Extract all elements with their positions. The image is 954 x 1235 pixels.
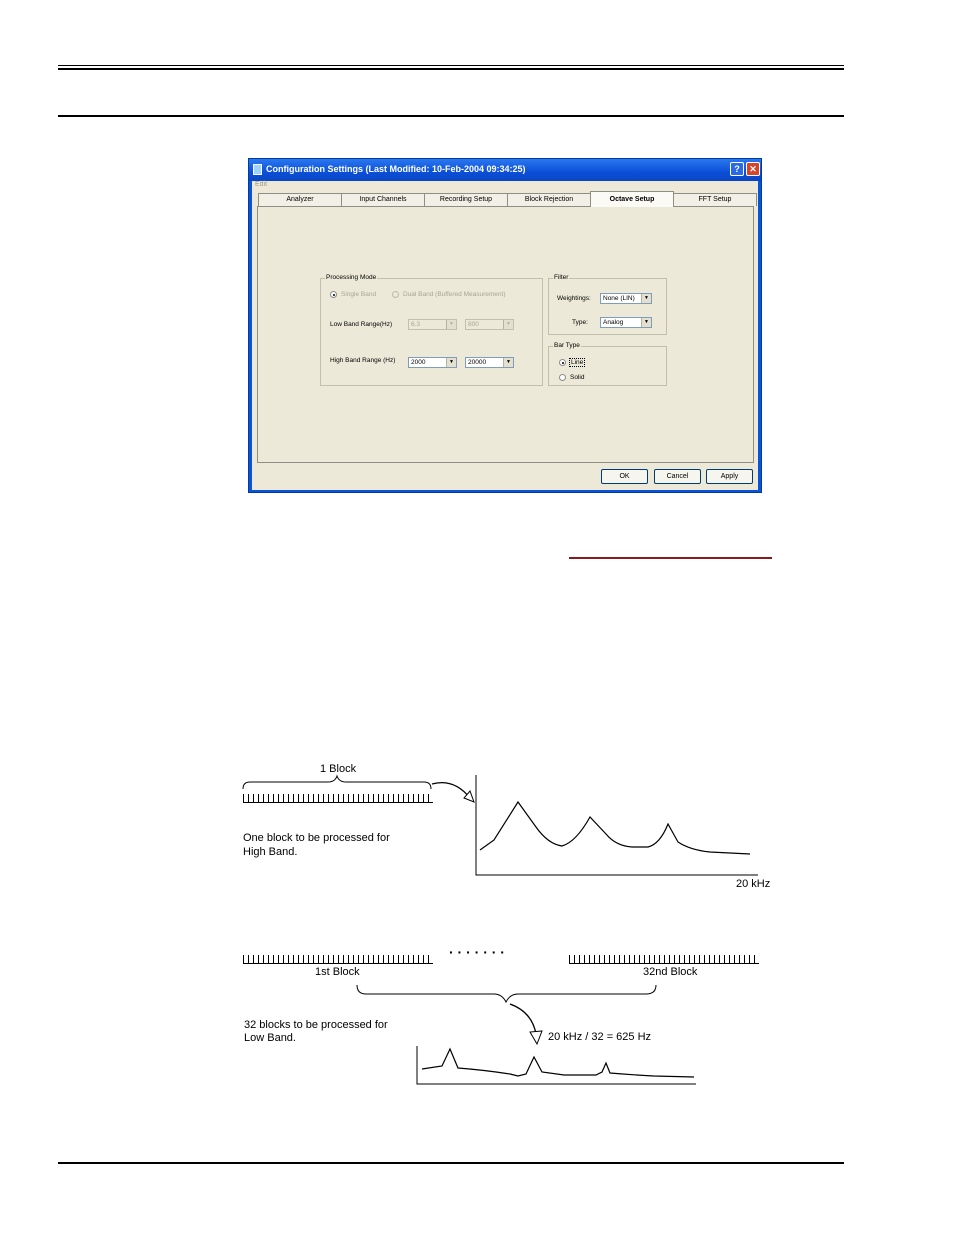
single-band-label: Single Band [341,291,377,298]
dialog-title: Configuration Settings (Last Modified: 10-Feb-2004 09:34:25) [266,164,526,174]
low-band-min-select[interactable] [408,319,457,330]
menu-edit[interactable]: Edit [255,181,268,188]
chevron-down-icon: ▼ [446,358,456,367]
tab-analyzer[interactable]: Analyzer [258,193,342,206]
type-value: Analog [603,319,624,326]
last-block-ticks [569,955,759,964]
link-underline [569,557,772,559]
tab-block-rejection[interactable]: Block Rejection [507,193,591,206]
filter-label: Filter [554,274,569,281]
weightings-label: Weightings: [557,295,591,302]
bar-type-group [548,342,667,386]
filter-group [548,274,667,335]
chevron-down-icon: ▼ [641,318,651,327]
cancel-button[interactable]: Cancel [654,469,701,484]
high-band-axis-label: 20 kHz [736,878,771,890]
high-band-min-select[interactable] [408,357,457,368]
low-band-spectrum [414,1044,700,1088]
tab-fft-setup[interactable]: FFT Setup [673,193,757,206]
line-label: Line [571,359,584,366]
last-block-label: 32nd Block [643,966,698,978]
high-band-max-select[interactable] [465,357,514,368]
close-button[interactable]: ✕ [746,162,760,176]
one-block-ticks [243,794,433,803]
low-band-caption-line1: 32 blocks to be processed for [244,1019,388,1031]
high-band-caption-line2: High Band. [243,846,298,858]
high-band-spectrum [470,772,760,878]
first-block-label: 1st Block [315,966,360,978]
dual-band-label: Dual Band (Buffered Measurement) [403,291,506,298]
ellipsis-dots: · · · · · · · [449,944,505,960]
weightings-select[interactable] [600,293,652,304]
tab-recording-setup[interactable]: Recording Setup [424,193,508,206]
processing-mode-label: Processing Mode [326,274,377,281]
line-radio[interactable] [559,359,566,366]
bar-type-label: Bar Type [554,342,580,349]
type-label: Type: [572,319,588,326]
processing-mode-group [320,274,543,386]
configuration-dialog [248,158,762,493]
help-button[interactable]: ? [730,162,744,176]
apply-button[interactable]: Apply [706,469,753,484]
solid-label: Solid [570,374,585,381]
first-block-ticks [243,955,433,964]
single-band-radio[interactable] [330,291,337,298]
dual-band-radio[interactable] [392,291,399,298]
low-band-max-value: 800 [468,321,479,328]
high-band-range-label: High Band Range (Hz) [330,357,396,364]
high-band-min-value: 2000 [411,359,426,366]
low-band-range-label: Low Band Range(Hz) [330,321,393,328]
dialog-client-area [252,181,758,490]
weightings-value: None (LIN) [603,295,635,302]
app-icon [253,164,262,175]
chevron-down-icon: ▼ [503,358,513,367]
type-select[interactable] [600,317,652,328]
curved-down-arrow-icon [506,1000,546,1046]
ok-button[interactable]: OK [601,469,648,484]
tab-input-channels[interactable]: Input Channels [341,193,425,206]
one-block-brace [240,774,434,792]
chevron-down-icon: ▼ [503,320,513,329]
header-rule-lower [58,115,844,117]
header-rule-thick [58,68,844,70]
high-band-caption-line1: One block to be processed for [243,832,390,844]
tab-octave-setup[interactable]: Octave Setup [590,191,674,207]
header-rule-thin [58,65,844,66]
frequency-resolution-label: 20 kHz / 32 = 625 Hz [548,1031,652,1043]
high-band-max-value: 20000 [468,359,487,366]
chevron-down-icon: ▼ [446,320,456,329]
title-bar[interactable] [249,159,761,181]
solid-radio[interactable] [559,374,566,381]
footer-rule [58,1162,844,1164]
chevron-down-icon: ▼ [641,294,651,303]
octave-setup-panel [257,206,754,463]
one-block-label: 1 Block [320,763,357,775]
low-band-max-select[interactable] [465,319,514,330]
low-band-caption-line2: Low Band. [244,1032,296,1044]
low-band-min-value: 6.3 [411,321,421,328]
